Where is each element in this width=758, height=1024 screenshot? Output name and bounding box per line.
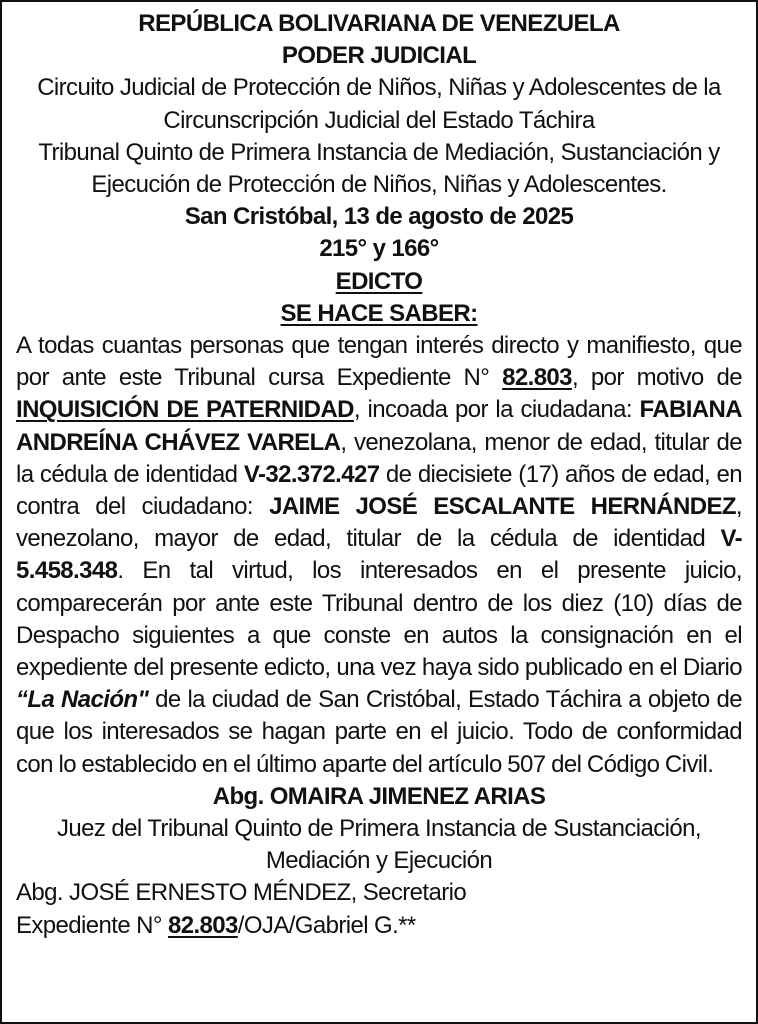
plaintiff-id: V-32.372.427 xyxy=(243,460,380,488)
case-reason: INQUISICIÓN DE PATERNIDAD xyxy=(16,396,354,424)
court-line-1: Tribunal Quinto de Primera Instancia de Mediación, Sustanciación y xyxy=(38,138,720,166)
reference-number: 82.803 xyxy=(167,911,238,939)
body-text-3: , incoada por la ciudadana: xyxy=(353,396,640,424)
secretary-line: Abg. JOSÉ ERNESTO MÉNDEZ, Secretario xyxy=(16,879,467,907)
reference-line xyxy=(16,910,742,942)
defendant-name: JAIME JOSÉ ESCALANTE HERNÁNDEZ xyxy=(269,493,736,521)
body-text-6: , venezolano, mayor de edad, titular de la cédula de identidad xyxy=(16,493,742,553)
reference-prefix: Expediente N° xyxy=(16,911,168,939)
notice-heading: SE HACE SABER: xyxy=(280,299,478,327)
newspaper-name: “La Nación" xyxy=(16,686,149,714)
judge-title-line-2: Mediación y Ejecución xyxy=(265,847,493,875)
court-line-2: Ejecución de Protección de Niños, Niñas y Adolescentes. xyxy=(91,171,667,199)
reference-suffix: /OJA/Gabriel G.** xyxy=(237,911,416,939)
defendant-id: V-5.458.348 xyxy=(16,525,742,585)
body-text-7: . En tal virtud, los interesados en el presente juicio, comparecerán por ante este Tribunal dentro de los diez (10) días de Despacho siguientes a que conste en autos la consignación en el expediente del presente edicto, una vez haya sido publicado en el Diario xyxy=(16,557,742,682)
document-type: EDICTO xyxy=(335,267,423,295)
branch-heading: PODER JUDICIAL xyxy=(281,42,477,70)
body-text-4: , venezolana, menor de edad, titular de la cédula de identidad xyxy=(16,428,742,488)
body-text-5: de diecisiete (17) años de edad, en contra del ciudadano: xyxy=(16,460,743,521)
body-text-8: de la ciudad de San Cristóbal, Estado Táchira a objeto de que los interesados se hagan parte en el juicio. Todo de conformidad con lo establecido en el último aparte del artículo 507 del Código Civil. xyxy=(16,686,742,778)
country-heading: REPÚBLICA BOLIVARIANA DE VENEZUELA xyxy=(138,10,620,37)
date-line: San Cristóbal, 13 de agosto de 2025 xyxy=(184,203,574,231)
circuit-line-1: Circuito Judicial de Protección de Niños, Niñas y Adolescentes de la xyxy=(37,74,721,102)
edict-body xyxy=(16,330,742,781)
body-text-1: A todas cuantas personas que tengan interés directo y manifiesto, que por ante este Tribunal cursa Expediente N° xyxy=(16,332,742,392)
plaintiff-name: FABIANA ANDREÍNA CHÁVEZ VARELA xyxy=(16,396,742,456)
case-number: 82.803 xyxy=(502,364,572,392)
years-line: 215° y 166° xyxy=(319,235,439,263)
judge-title-line-1: Juez del Tribunal Quinto de Primera Instancia de Sustanciación, xyxy=(57,815,701,843)
judge-name: Abg. OMAIRA JIMENEZ ARIAS xyxy=(212,782,546,810)
body-text-2: , por motivo de xyxy=(571,364,742,392)
circuit-line-2: Circunscripción Judicial del Estado Táchira xyxy=(163,106,595,134)
